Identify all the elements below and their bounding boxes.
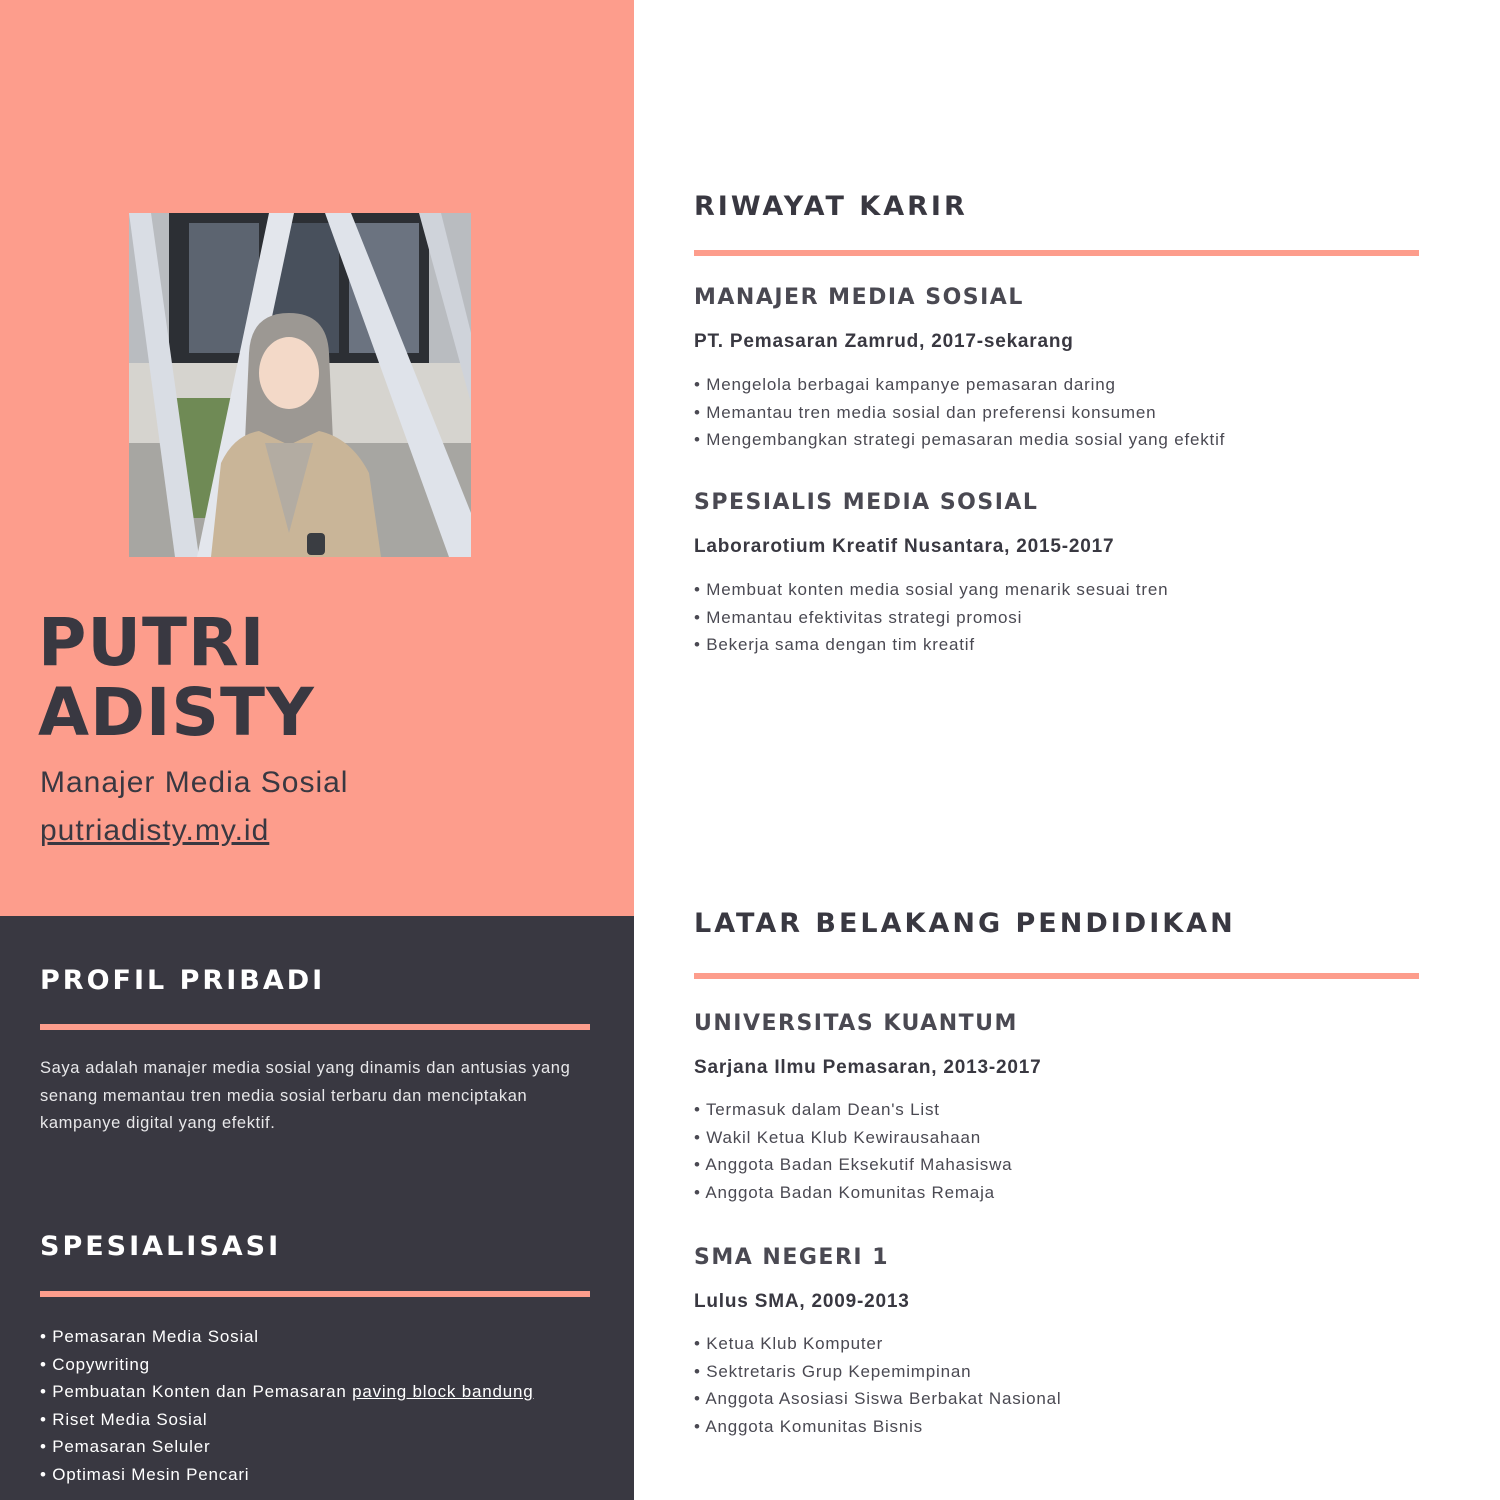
- school-name: SMA NEGERI 1: [694, 1245, 890, 1270]
- personal-profile-heading: PROFIL PRIBADI: [40, 965, 326, 996]
- list-item: [40, 1378, 534, 1406]
- job-role: SPESIALIS MEDIA SOSIAL: [694, 490, 1039, 515]
- paving-block-link[interactable]: paving block bandung: [352, 1382, 534, 1402]
- specialization-list: [40, 1323, 534, 1489]
- list-item: • Anggota Badan Komunitas Remaja: [694, 1182, 995, 1202]
- list-item: • Pemasaran Media Sosial: [40, 1327, 259, 1346]
- profile-photo: [129, 213, 471, 557]
- first-name: PUTRI: [38, 604, 266, 681]
- job-duties-list: [694, 371, 1225, 454]
- school-name: UNIVERSITAS KUANTUM: [694, 1011, 1018, 1036]
- education-divider: [694, 973, 1419, 979]
- career-heading: RIWAYAT KARIR: [694, 191, 968, 222]
- specialization-heading: SPESIALISASI: [40, 1231, 282, 1262]
- job-company: Laborarotium Kreatif Nusantara, 2015-2017: [694, 536, 1115, 557]
- specialization-divider: [40, 1291, 590, 1297]
- list-item: • Anggota Asosiasi Siswa Berbakat Nasional: [694, 1389, 1062, 1409]
- school-achievements-list: [694, 1330, 1061, 1440]
- list-item: • Anggota Badan Eksekutif Mahasiswa: [694, 1155, 1013, 1175]
- person-name: [38, 604, 315, 751]
- list-item: • Anggota Komunitas Bisnis: [694, 1416, 923, 1436]
- job-role: MANAJER MEDIA SOSIAL: [694, 285, 1024, 310]
- school-achievements-list: [694, 1096, 1012, 1206]
- list-item: • Mengelola berbagai kampanye pemasaran daring: [694, 375, 1116, 394]
- list-item: • Membuat konten media sosial yang menarik sesuai tren: [694, 580, 1169, 599]
- school-degree: Lulus SMA, 2009-2013: [694, 1291, 910, 1312]
- school-degree: Sarjana Ilmu Pemasaran, 2013-2017: [694, 1057, 1042, 1078]
- list-item: • Wakil Ketua Klub Kewirausahaan: [694, 1127, 982, 1147]
- last-name: ADISTY: [38, 674, 315, 751]
- list-item-text: • Pembuatan Konten dan Pemasaran: [40, 1382, 353, 1402]
- personal-profile-text: Saya adalah manajer media sosial yang dinamis dan antusias yang senang memantau tren media sosial terbaru dan menciptakan kampanye digital yang efektif.: [40, 1059, 571, 1132]
- list-item: • Ketua Klub Komputer: [694, 1334, 884, 1353]
- website-link[interactable]: putriadisty.my.id: [40, 814, 270, 847]
- list-item: • Riset Media Sosial: [40, 1409, 208, 1429]
- list-item: • Pemasaran Seluler: [40, 1437, 211, 1457]
- job-duties-list: [694, 576, 1168, 659]
- list-item: • Termasuk dalam Dean's List: [694, 1100, 940, 1119]
- list-item: • Copywriting: [40, 1354, 150, 1374]
- job-title: Manajer Media Sosial: [40, 766, 349, 799]
- list-item: • Memantau efektivitas strategi promosi: [694, 607, 1023, 627]
- education-heading: LATAR BELAKANG PENDIDIKAN: [694, 908, 1236, 939]
- career-divider: [694, 250, 1419, 256]
- list-item: • Memantau tren media sosial dan preferensi konsumen: [694, 402, 1157, 422]
- job-company: PT. Pemasaran Zamrud, 2017-sekarang: [694, 331, 1074, 352]
- personal-profile-divider: [40, 1024, 590, 1030]
- list-item: • Optimasi Mesin Pencari: [40, 1464, 250, 1484]
- list-item: • Sektretaris Grup Kepemimpinan: [694, 1361, 972, 1381]
- list-item: • Bekerja sama dengan tim kreatif: [694, 635, 975, 655]
- list-item: • Mengembangkan strategi pemasaran media sosial yang efektif: [694, 430, 1226, 450]
